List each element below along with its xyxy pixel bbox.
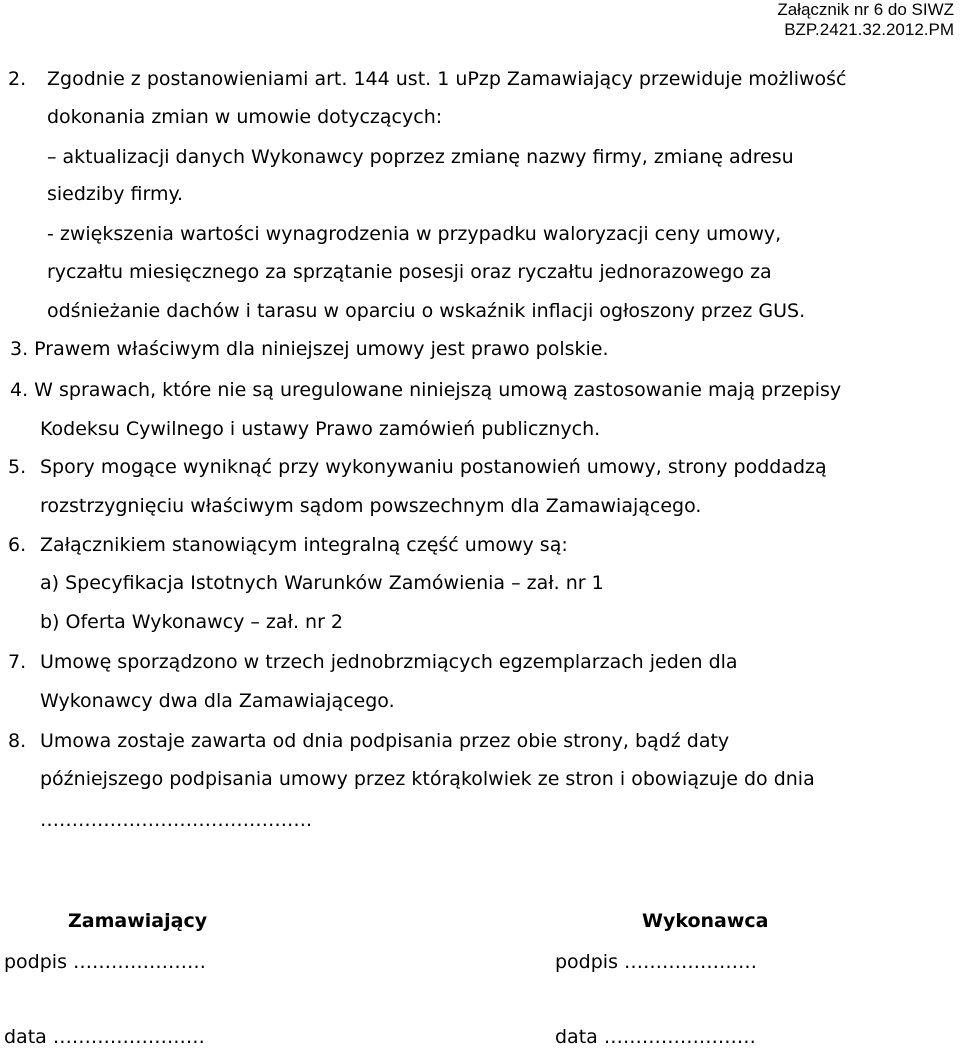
reference-number: BZP.2421.32.2012.PM xyxy=(784,20,954,39)
item-6-annex-a: a) Specyfikacja Istotnych Warunków Zamówienia – zał. nr 1 xyxy=(40,572,604,594)
item-2-dash-2-line-3: odśnieżanie dachów i tarasu w oparciu o wskaźnik inflacji ogłoszony przez GUS. xyxy=(47,300,806,322)
item-8-line-2: późniejszego podpisania umowy przez którąkolwiek ze stron i obowiązuje do dnia xyxy=(40,768,815,790)
signature-title-contractor: Wykonawca xyxy=(642,910,769,932)
item-3: 3. Prawem właściwym dla niniejszej umowy jest prawo polskie. xyxy=(10,338,609,360)
item-2-line-2: dokonania zmian w umowie dotyczących: xyxy=(47,106,443,128)
item-2-number: 2. xyxy=(8,68,27,90)
item-6-line-1: Załącznikiem stanowiącym integralną część umowy są: xyxy=(40,534,568,556)
item-2-dash-1-line-2: siedziby firmy. xyxy=(47,183,184,205)
item-8-line-3: ……………………………………. xyxy=(40,809,313,831)
item-8-number: 8. xyxy=(8,730,27,752)
item-4-line-1: 4. W sprawach, które nie są uregulowane niniejszą umową zastosowanie mają przepisy xyxy=(10,379,842,401)
item-7-line-2: Wykonawcy dwa dla Zamawiającego. xyxy=(40,690,395,712)
signature-title-client: Zamawiający xyxy=(68,910,208,932)
item-2-line-1: Zgodnie z postanowieniami art. 144 ust. 1 uPzp Zamawiający przewiduje możliwość xyxy=(47,68,847,90)
item-5-number: 5. xyxy=(8,456,27,478)
date-line-contractor: data …………………… xyxy=(555,1026,756,1048)
signature-line-client: podpis ………………… xyxy=(4,951,207,973)
item-7-number: 7. xyxy=(8,651,27,673)
item-2-dash-1-line-1: – aktualizacji danych Wykonawcy poprzez zmianę nazwy firmy, zmianę adresu xyxy=(47,146,794,168)
attachment-label: Załącznik nr 6 do SIWZ xyxy=(777,0,954,19)
item-7-line-1: Umowę sporządzono w trzech jednobrzmiących egzemplarzach jeden dla xyxy=(40,651,738,673)
item-4-line-2: Kodeksu Cywilnego i ustawy Prawo zamówień publicznych. xyxy=(40,418,601,440)
signature-line-contractor: podpis ………………… xyxy=(555,951,758,973)
item-6-annex-b: b) Oferta Wykonawcy – zał. nr 2 xyxy=(40,611,344,633)
item-5-line-1: Spory mogące wyniknąć przy wykonywaniu postanowień umowy, strony poddadzą xyxy=(40,456,827,478)
item-8-line-1: Umowa zostaje zawarta od dnia podpisania przez obie strony, bądź daty xyxy=(40,730,730,752)
item-5-line-2: rozstrzygnięciu właściwym sądom powszechnym dla Zamawiającego. xyxy=(40,495,702,517)
date-line-client: data …………………… xyxy=(4,1026,205,1048)
item-2-dash-2-line-1: - zwiększenia wartości wynagrodzenia w przypadku waloryzacji ceny umowy, xyxy=(47,223,782,245)
item-2-dash-2-line-2: ryczałtu miesięcznego za sprzątanie posesji oraz ryczałtu jednorazowego za xyxy=(47,261,772,283)
item-6-number: 6. xyxy=(8,534,27,556)
